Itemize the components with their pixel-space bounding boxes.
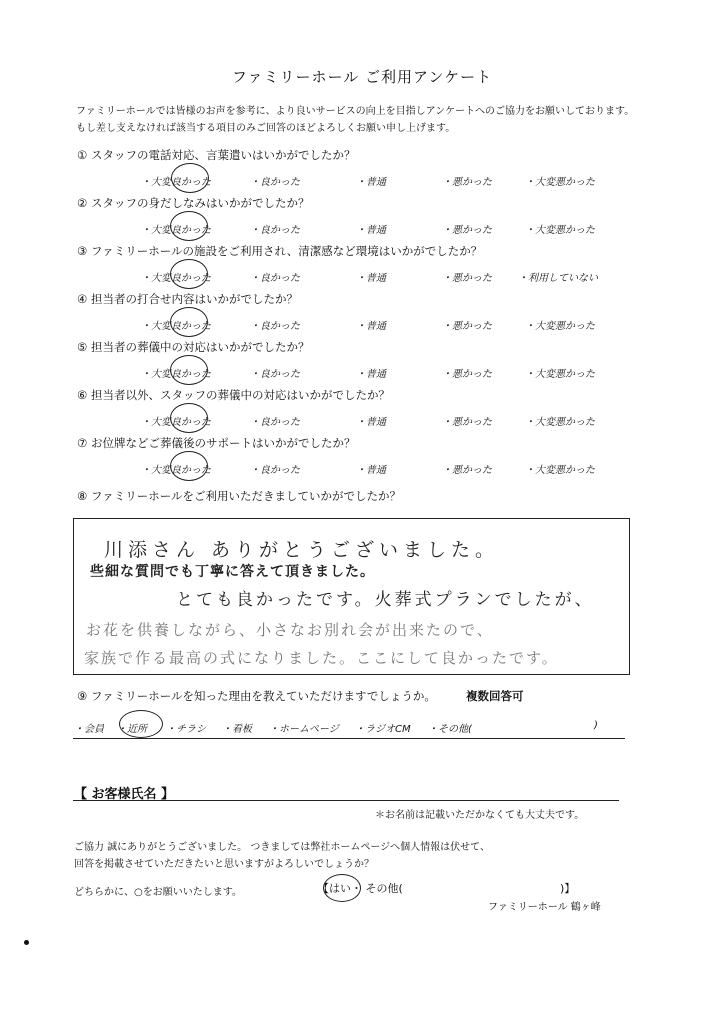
question-3: ③ ファミリーホールの施設をご利用され、清潔感など環境はいかがでしたか？ (77, 244, 483, 258)
consent-yes[interactable]: はい (329, 882, 351, 895)
q9-option-radio-cm[interactable]: ・ラジオCM (355, 724, 411, 735)
q9-option-member[interactable]: ・会員 (74, 724, 104, 735)
intro-line-1: ファミリーホールでは皆様のお声を参考に、より良いサービスの向上を目指しアンケートへのご協力をお願いしております。 (76, 106, 635, 117)
q6-option-2[interactable]: ・良かった (250, 417, 300, 428)
q6-option-1[interactable]: ・大変良かった (141, 417, 211, 428)
q9-option-neighborhood[interactable]: ・近所 (117, 724, 147, 735)
consent-separator: ・ (351, 882, 362, 895)
q3-option-4[interactable]: ・悪かった (442, 273, 492, 284)
consent-line-1: ご協力 誠にありがとうございました。 つきましては弊社ホームページへ個人情報は伏せて、 (74, 842, 490, 853)
comment-line-1: 川添さん ありがとうございました。 (104, 539, 500, 561)
comment-box[interactable] (73, 518, 630, 675)
comment-line-4: お花を供養しながら、小さなお別れ会が出来たので、 (86, 621, 494, 639)
q9-option-signboard[interactable]: ・看板 (222, 724, 252, 735)
q2-option-2[interactable]: ・良かった (250, 225, 300, 236)
q7-option-1[interactable]: ・大変良かった (141, 465, 211, 476)
q4-option-5[interactable]: ・大変悪かった (525, 321, 595, 332)
divider (73, 738, 625, 739)
q3-option-2[interactable]: ・良かった (250, 273, 300, 284)
q6-option-3[interactable]: ・普通 (356, 417, 386, 428)
q3-option-5[interactable]: ・利用していない (518, 273, 598, 284)
q1-option-3[interactable]: ・普通 (356, 177, 386, 188)
q5-option-4[interactable]: ・悪かった (442, 369, 492, 380)
q3-option-1[interactable]: ・大変良かった (141, 273, 211, 284)
ink-dot (24, 940, 29, 945)
q4-option-3[interactable]: ・普通 (356, 321, 386, 332)
question-6: ⑥ 担当者以外、スタッフの葬儀中の対応はいかがでしたか？ (77, 388, 390, 402)
q9-option-other[interactable]: ・その他( (428, 724, 472, 735)
q5-option-1[interactable]: ・大変良かった (141, 369, 211, 380)
intro-line-2: もし差し支えなければ該当する項目のみご回答のほどよろしくお願い申し上げます。 (76, 123, 456, 134)
q4-option-1[interactable]: ・大変良かった (141, 321, 211, 332)
comment-line-2: 些細な質問でも丁寧に答えて頂きました。 (90, 564, 375, 580)
q2-option-5[interactable]: ・大変悪かった (525, 225, 595, 236)
q5-option-2[interactable]: ・良かった (250, 369, 300, 380)
q6-option-5[interactable]: ・大変悪かった (525, 417, 595, 428)
question-2: ② スタッフの身だしなみはいかがでしたか？ (77, 196, 310, 210)
consent-bracket-close: )】 (560, 882, 576, 895)
q6-option-4[interactable]: ・悪かった (442, 417, 492, 428)
consent-other[interactable]: その他( (365, 882, 403, 895)
selection-circle (323, 874, 361, 902)
consent-prompt: どちらかに、○をお願いいたします。 (74, 887, 242, 898)
customer-name-field[interactable] (73, 800, 619, 801)
multiple-answer-note: 複数回答可 (466, 689, 524, 703)
selection-circle (170, 211, 208, 241)
q1-option-1[interactable]: ・大変良かった (141, 177, 211, 188)
customer-name-note: ＊お名前は記載いただかなくても大丈夫です。 (375, 810, 585, 821)
selection-circle (171, 163, 209, 193)
q4-option-2[interactable]: ・良かった (250, 321, 300, 332)
customer-name-label: 【 お客様氏名 】 (74, 787, 175, 802)
q7-option-2[interactable]: ・良かった (250, 465, 300, 476)
comment-line-3: とても良かったです。火葬式プランでしたが、 (176, 590, 595, 610)
selection-circle (170, 403, 208, 433)
page-title: ファミリーホール ご利用アンケート (231, 68, 493, 86)
question-5: ⑤ 担当者の葬儀中の対応はいかがでしたか？ (77, 340, 310, 354)
q9-option-flyer[interactable]: ・チラシ (166, 724, 206, 735)
q1-option-4[interactable]: ・悪かった (442, 177, 492, 188)
q2-option-3[interactable]: ・普通 (356, 225, 386, 236)
question-9: ⑨ ファミリーホールを知った理由を教えていただけますでしょうか。 (77, 689, 436, 703)
question-8: ⑧ ファミリーホールをご利用いただきましていかがでしたか？ (77, 489, 402, 503)
comment-line-5: 家族で作る最高の式になりました。ここにして良かったです。 (84, 649, 559, 667)
q1-option-5[interactable]: ・大変悪かった (525, 177, 595, 188)
q7-option-3[interactable]: ・普通 (356, 465, 386, 476)
q5-option-5[interactable]: ・大変悪かった (525, 369, 595, 380)
q2-option-1[interactable]: ・大変良かった (141, 225, 211, 236)
hall-signature: ファミリーホール 鶴ヶ峰 (488, 902, 601, 913)
q7-option-4[interactable]: ・悪かった (442, 465, 492, 476)
selection-circle (170, 307, 208, 337)
q2-option-4[interactable]: ・悪かった (442, 225, 492, 236)
question-1: ① スタッフの電話対応、言葉遣いはいかがでしたか？ (77, 148, 356, 162)
q3-option-3[interactable]: ・普通 (356, 273, 386, 284)
question-4: ④ 担当者の打合せ内容はいかがでしたか？ (77, 292, 298, 306)
selection-circle (170, 259, 208, 289)
q5-option-3[interactable]: ・普通 (356, 369, 386, 380)
consent-bracket-open: 【 (318, 882, 329, 895)
q9-option-homepage[interactable]: ・ホームページ (269, 724, 339, 735)
q7-option-5[interactable]: ・大変悪かった (525, 465, 595, 476)
q9-option-other-close: ) (594, 720, 598, 731)
selection-circle (170, 451, 208, 481)
selection-circle (119, 710, 163, 738)
q4-option-4[interactable]: ・悪かった (442, 321, 492, 332)
q1-option-2[interactable]: ・良かった (250, 177, 300, 188)
selection-circle (170, 355, 208, 385)
consent-line-2: 回答を掲載させていただきたいと思いますがよろしいでしょうか？ (74, 859, 374, 870)
question-7: ⑦ お位牌などご葬儀後のサポートはいかがでしたか？ (77, 436, 356, 450)
